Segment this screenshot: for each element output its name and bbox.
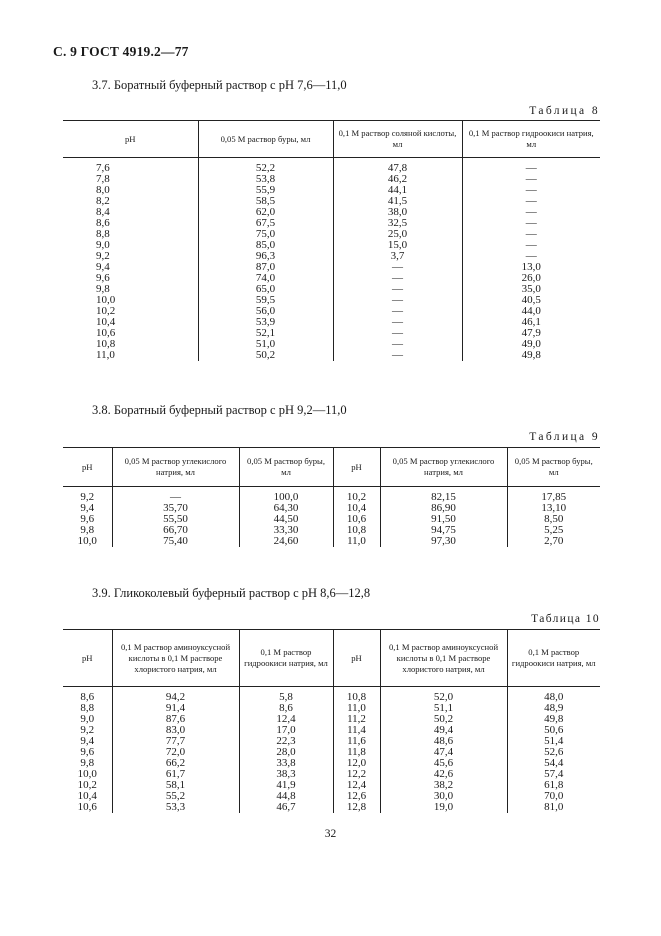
table-cell: 62,0 [198,207,333,218]
table-cell: — [333,262,462,273]
table-cell: 46,2 [333,174,462,185]
table-cell: 64,30 [239,503,333,514]
table-cell: 35,70 [112,503,239,514]
table-row [63,317,600,328]
table-cell: 52,1 [198,328,333,339]
table-cell: 9,2 [96,250,110,262]
table-9-label: Таблица 9 [529,431,600,443]
table-row [63,306,600,317]
table-10-label: Таблица 10 [531,613,600,625]
table-cell: 100,0 [239,487,333,504]
table-10-header-naoh-right: 0,1 М раствор гидроокиси натрия, мл [507,630,600,687]
table-10-body [63,687,600,814]
table-cell: 8,50 [507,514,600,525]
table-cell: 74,0 [198,273,333,284]
table-8-header-naoh: 0,1 М раствор гидроокиси натрия, мл [462,121,600,158]
table-cell: 8,6 [239,703,333,714]
table-cell: 47,8 [333,158,462,175]
table-cell: 72,0 [112,747,239,758]
table-row [63,240,600,251]
table-cell: — [333,295,462,306]
table-cell: 12,6 [333,791,380,802]
table-cell: 32,5 [333,218,462,229]
table-cell: 7,8 [96,173,110,185]
table-cell: — [462,240,600,251]
table-cell: 12,4 [333,780,380,791]
table-cell: 8,4 [96,206,110,218]
table-row [63,514,600,525]
table-row [63,284,600,295]
table-cell: 10,4 [96,316,116,328]
table-cell: 52,0 [380,687,507,704]
table-10 [63,629,600,813]
table-cell: 17,85 [507,487,600,504]
table-row [63,339,600,350]
table-cell: — [462,196,600,207]
table-row [63,503,600,514]
table-cell: 48,9 [507,703,600,714]
table-cell: — [462,185,600,196]
table-cell: 8,6 [80,691,95,703]
table-cell: 44,50 [239,514,333,525]
table-cell: 11,0 [333,703,380,714]
table-10-header-naoh-left: 0,1 М раствор гидроокиси натрия, мл [239,630,333,687]
table-cell: 51,4 [507,736,600,747]
table-9-header-ph-left: pH [63,448,112,487]
table-cell: 9,6 [80,513,95,525]
table-cell: 9,8 [80,524,95,536]
table-cell: 13,10 [507,503,600,514]
table-cell: 70,0 [507,791,600,802]
table-cell: 10,0 [96,294,116,306]
table-cell: 38,3 [239,769,333,780]
table-row [63,536,600,547]
table-cell: — [333,306,462,317]
table-cell: 42,6 [380,769,507,780]
table-cell: 61,7 [112,769,239,780]
table-row [63,174,600,185]
table-cell: 41,5 [333,196,462,207]
table-row [63,350,600,361]
table-cell: 12,8 [333,802,380,813]
table-8-header-row [63,121,600,158]
table-cell: 10,0 [77,535,97,547]
table-cell: 47,4 [380,747,507,758]
table-cell: 48,0 [507,687,600,704]
table-cell: — [462,207,600,218]
table-cell: 10,2 [96,305,116,317]
table-8-label: Таблица 8 [529,105,600,117]
table-cell: 5,8 [239,687,333,704]
table-cell: 49,8 [462,350,600,361]
table-cell: 10,8 [333,525,380,536]
table-cell: 5,25 [507,525,600,536]
table-cell: 11,6 [333,736,380,747]
table-cell: 53,8 [198,174,333,185]
table-cell: 44,8 [239,791,333,802]
table-8-header-borax: 0,05 М раствор буры, мл [198,121,333,158]
table-cell: 61,8 [507,780,600,791]
table-cell: 57,4 [507,769,600,780]
table-cell: 28,0 [239,747,333,758]
table-8 [63,120,600,361]
table-9-header-borax-right: 0,05 М раствор буры, мл [507,448,600,487]
table-cell: 35,0 [462,284,600,295]
table-cell: 51,1 [380,703,507,714]
table-cell: 9,6 [80,746,95,758]
table-row [63,185,600,196]
table-cell: 82,15 [380,487,507,504]
table-cell: 7,6 [96,162,110,174]
table-cell: — [333,350,462,361]
table-row [63,525,600,536]
table-cell: 3,7 [333,251,462,262]
page-header: С. 9 ГОСТ 4919.2—77 [53,44,189,59]
table-cell: — [462,218,600,229]
table-cell: 24,60 [239,536,333,547]
table-9-header-carbonate-left: 0,05 М раствор углекислого натрия, мл [112,448,239,487]
table-cell: 50,2 [198,350,333,361]
table-cell: 55,50 [112,514,239,525]
section-3-9-title: 3.9. Гликоколевый буферный раствор с pH 8,6—12,8 [92,586,371,600]
table-cell: 56,0 [198,306,333,317]
table-cell: 33,30 [239,525,333,536]
table-cell: 91,4 [112,703,239,714]
table-cell: 10,8 [96,338,116,350]
table-cell: 22,3 [239,736,333,747]
table-9-body [63,487,600,548]
table-cell: 11,4 [333,725,380,736]
table-cell: 38,0 [333,207,462,218]
table-cell: 52,6 [507,747,600,758]
table-row [63,758,600,769]
table-cell: — [112,487,239,504]
table-cell: 83,0 [112,725,239,736]
table-10-header-glycine-right: 0,1 М раствор аминоуксусной кислоты в 0,1 М растворе хлористого натрия, мл [380,630,507,687]
table-row [63,158,600,175]
table-cell: 9,4 [80,735,95,747]
table-cell: 12,0 [333,758,380,769]
table-9-header-borax-left: 0,05 М раствор буры, мл [239,448,333,487]
table-9 [63,447,600,547]
table-cell: 49,0 [462,339,600,350]
table-row [63,229,600,240]
table-cell: 41,9 [239,780,333,791]
table-cell: 10,2 [77,779,97,791]
table-cell: 8,0 [96,184,110,196]
table-cell: — [333,273,462,284]
table-cell: 38,2 [380,780,507,791]
table-cell: 10,6 [77,801,97,813]
table-cell: 46,1 [462,317,600,328]
table-cell: 8,6 [96,217,110,229]
table-cell: 15,0 [333,240,462,251]
table-cell: 8,8 [80,702,95,714]
table-cell: 59,5 [198,295,333,306]
table-cell: 51,0 [198,339,333,350]
table-cell: 58,1 [112,780,239,791]
table-10-header-ph-left: pH [63,630,112,687]
table-cell: 11,0 [333,536,380,547]
table-cell: 55,9 [198,185,333,196]
table-cell: 75,0 [198,229,333,240]
table-cell: 9,4 [80,502,95,514]
table-cell: 2,70 [507,536,600,547]
table-cell: 53,9 [198,317,333,328]
table-9-header-row [63,448,600,487]
table-8-header-ph: pH [63,121,198,158]
table-cell: 33,8 [239,758,333,769]
table-row [63,218,600,229]
table-cell: 19,0 [380,802,507,813]
table-cell: 77,7 [112,736,239,747]
table-cell: 9,2 [80,491,95,503]
table-cell: 58,5 [198,196,333,207]
table-cell: 47,9 [462,328,600,339]
table-10-header-glycine-left: 0,1 М раствор аминоуксусной кислоты в 0,1 М растворе хлористого натрия, мл [112,630,239,687]
table-row [63,207,600,218]
table-cell: 66,70 [112,525,239,536]
table-cell: 55,2 [112,791,239,802]
table-cell: 52,2 [198,158,333,175]
table-row [63,251,600,262]
table-cell: 10,0 [77,768,97,780]
table-cell: 8,8 [96,228,110,240]
table-cell: 17,0 [239,725,333,736]
table-cell: 11,8 [333,747,380,758]
table-row [63,295,600,306]
table-cell: 81,0 [507,802,600,813]
table-cell: 9,8 [80,757,95,769]
table-cell: 45,6 [380,758,507,769]
table-cell: 25,0 [333,229,462,240]
table-8-body [63,158,600,362]
table-10-header-row [63,630,600,687]
table-cell: — [462,251,600,262]
table-9-header-ph-right: pH [333,448,380,487]
table-cell: 10,6 [96,327,116,339]
table-row [63,802,600,813]
table-cell: 12,4 [239,714,333,725]
table-10-header-ph-right: pH [333,630,380,687]
table-cell: 49,8 [507,714,600,725]
table-cell: 8,2 [96,195,110,207]
table-cell: — [462,158,600,175]
table-cell: 67,5 [198,218,333,229]
table-cell: 97,30 [380,536,507,547]
table-row [63,791,600,802]
table-cell: 9,8 [96,283,110,295]
table-cell: 46,7 [239,802,333,813]
table-cell: 10,4 [333,503,380,514]
table-cell: 44,1 [333,185,462,196]
section-3-8-title: 3.8. Боратный буферный раствор с pH 9,2—11,0 [92,403,347,417]
table-cell: 12,2 [333,769,380,780]
table-9-header-carbonate-right: 0,05 М раствор углекислого натрия, мл [380,448,507,487]
table-cell: 87,6 [112,714,239,725]
table-cell: 10,2 [333,487,380,504]
table-row [63,273,600,284]
table-cell: 50,2 [380,714,507,725]
table-cell: 9,0 [80,713,95,725]
table-cell: 53,3 [112,802,239,813]
table-row [63,687,600,704]
table-cell: 49,4 [380,725,507,736]
table-cell: 30,0 [380,791,507,802]
table-cell: — [333,284,462,295]
table-cell: 44,0 [462,306,600,317]
page-number: 32 [324,828,337,840]
table-8-header-hcl: 0,1 М раствор соляной кислоты, мл [333,121,462,158]
table-row [63,196,600,207]
table-cell: 10,8 [333,687,380,704]
table-cell: 11,2 [333,714,380,725]
table-cell: 10,4 [77,790,97,802]
table-cell: 65,0 [198,284,333,295]
table-cell: 96,3 [198,251,333,262]
table-cell: 54,4 [507,758,600,769]
table-row [63,714,600,725]
table-row [63,262,600,273]
table-cell: 85,0 [198,240,333,251]
table-row [63,736,600,747]
table-cell: 11,0 [96,349,115,361]
table-cell: 40,5 [462,295,600,306]
table-cell: 50,6 [507,725,600,736]
table-cell: 13,0 [462,262,600,273]
table-cell: 48,6 [380,736,507,747]
table-row [63,328,600,339]
table-row [63,703,600,714]
table-row [63,747,600,758]
table-row [63,725,600,736]
table-cell: 87,0 [198,262,333,273]
table-cell: 66,2 [112,758,239,769]
section-3-7-title: 3.7. Боратный буферный раствор с pH 7,6—11,0 [92,78,347,92]
table-row [63,487,600,504]
table-cell: — [462,229,600,240]
table-row [63,769,600,780]
table-cell: — [333,339,462,350]
table-cell: — [333,328,462,339]
table-cell: — [333,317,462,328]
table-cell: 94,2 [112,687,239,704]
table-cell: 9,2 [80,724,95,736]
table-cell: 26,0 [462,273,600,284]
table-cell: 75,40 [112,536,239,547]
table-cell: 9,6 [96,272,110,284]
table-cell: 9,0 [96,239,110,251]
table-cell: 10,6 [333,514,380,525]
table-row [63,780,600,791]
table-cell: 86,90 [380,503,507,514]
table-cell: 91,50 [380,514,507,525]
table-cell: 94,75 [380,525,507,536]
table-cell: 9,4 [96,261,110,273]
table-cell: — [462,174,600,185]
